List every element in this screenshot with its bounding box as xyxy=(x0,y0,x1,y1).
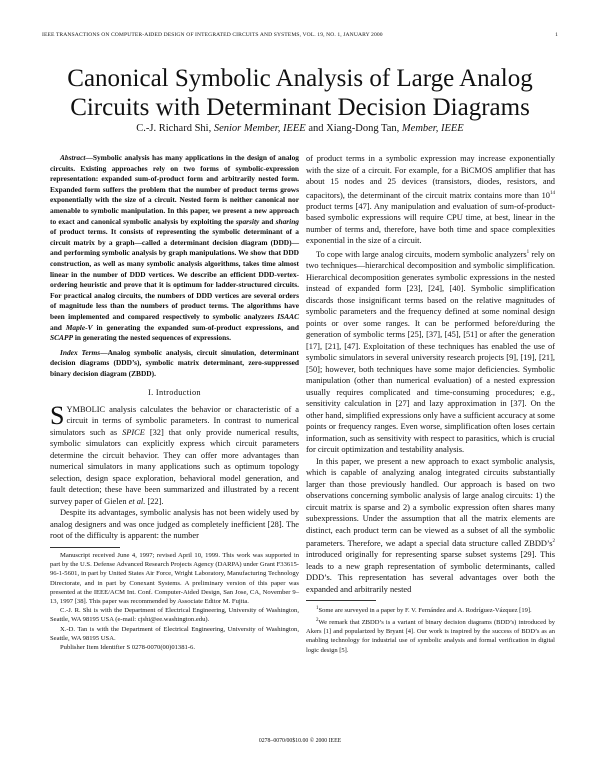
drop-cap: S xyxy=(50,400,65,430)
footnote-author-2: X.-D. Tan is with the Department of Electrical Engineering, University of Washington, Seattle, WA 98195 USA. xyxy=(50,625,299,642)
copyright-footer: 0278–0070/00$10.00 © 2000 IEEE xyxy=(258,738,342,744)
author-1: C.-J. Richard Shi, xyxy=(136,123,214,134)
footnote-2: $^2$We remark that ZBDD’s is a variant of binary decision diagrams (BDD’s) introduced by Akers [1] and popularized by Bryant [4]. Our work is inspired by the success of BDD’s as an enabling technology for industrial use of symbolic analysis and formal verification in digital logic design [5]. xyxy=(306,617,555,654)
intro-paragraph-1: SYMBOLIC analysis calculates the behavior or characteristic of a circuit in terms of symbolic parameters. In contrast to numerical simulators such as SPICE [32] that only provide numerical results, symbolic simulators can explicitly express which circuit parameters determine the circuit behavior. They can offer more advantages than numerical simulators in many applications such as optimum topology selection, design space exploration, behavioral model generation, and fault detection; these have been summarized and illustrated by a recent survey paper of Gielen et al. [22]. xyxy=(50,400,299,506)
abstract-text: Abstract—Symbolic analysis has many applications in the design of analog circuits. Existing approaches rely on two forms of symbolic-expression representation: expanded sum-of-product form and arbitrarily nested form. Expanded form suffers the problem that the number of product terms grows exponentially with the size of a circuit. Nested form is neither canonical nor amenable to symbolic manipulation. In this paper, we present a new approach to exact and canonical symbolic analysis by exploiting the sparsity and sharing of product terms. It consists of representing the symbolic determinant of a circuit matrix by a graph—called a determinant decision diagram (DDD)—and performing symbolic analysis by graph manipulations. We show that DDD construction, as well as many symbolic analysis algorithms, takes time almost linear in the number of DDD vertices. We describe an efficient DDD-vertex-ordering heuristic and prove that it is optimum for ladder-structured circuits. For practical analog circuits, the numbers of DDD vertices are several orders of magnitude less than the numbers of product terms. The algorithms have been implemented and compared respectively to symbolic analyzers ISAAC and Maple-V in generating the expanded sum-of-product expressions, and SCAPP in generating the nested sequences of expressions. xyxy=(50,153,299,343)
right-paragraph-1: of product terms in a symbolic expression may increase exponentially with the size of a circuit. For example, for a BiCMOS amplifier that has about 15 nodes and 25 devices (transistors, diodes, resistors, and capacitors), the determinant of the circuit matrix contains more than $10^{14}$ product terms [47]. Any manipulation and evaluation of sum-of-product-based symbolic expressions will require CPU time, at best, linear in the number of terms and, therefore, have both time and space complexities exponential in the size of a circuit. xyxy=(306,154,555,246)
footnotes-left xyxy=(50,551,299,652)
index-terms: Index Terms—Analog symbolic analysis, circuit simulation, determinant decision diagrams (DDD’s), symbolic matrix determinant, zero-suppressed binary decision diagram (ZBDD). xyxy=(50,347,299,378)
footnote-rule xyxy=(50,547,120,548)
right-paragraph-3: In this paper, we present a new approach to exact symbolic analysis, which is capable of analyzing analog integrated circuits substantially larger than those previously handled. Our approach is based on two observations concerning symbolic analysis of large analog circuits: 1) the circuit matrix is sparse and 2) a symbolic expression often shares many subexpressions. Under the assumption that all the matrix elements are distinct, each product term can be viewed as a subset of all the symbolic parameters. Therefore, we adapt a special data structure called $ZBDD’s^2$ introduced originally for representing sparse subset systems [29]. This leads to a new graph representation of symbolic determinants, called DDD’s. This representation has several advantages over both the expanded and arbitrarily nested xyxy=(306,456,555,594)
footnote-rule-right xyxy=(306,600,376,601)
abstract xyxy=(50,153,299,379)
footnote-manuscript: Manuscript received June 4, 1997; revised April 10, 1999. This work was supported in part by the U.S. Defense Advanced Research Projects Agency (DARPA) under Grant F33615-96-1-5601, in part by United States Air Force, Wright Laboratory, Manufacturing Technology Directorate, and in part by Conexant Systems. A preliminary version of this paper was presented at the IEEE/ACM Int. Conf. Computer-Aided Design, San Jose, CA, November 9–13, 1997 [38]. This paper was recommended by Associate Editor M. Fujita. xyxy=(50,551,299,605)
paper-title xyxy=(40,64,560,122)
left-column xyxy=(50,153,299,652)
title-line-2: Circuits with Determinant Decision Diagrams xyxy=(70,94,530,121)
section-heading: I. Introduction xyxy=(148,388,201,398)
abstract-label: Abstract xyxy=(60,153,86,162)
intro-paragraph-2: Despite its advantages, symbolic analysis has not been widely used by analog designers and was once judged as completely inefficient [28]. The root of the difficulty is apparent: the number xyxy=(50,508,299,541)
journal-header: IEEE TRANSACTIONS ON COMPUTER-AIDED DESIGN OF INTEGRATED CIRCUITS AND SYSTEMS, VOL. 19, NO. 1, JANUARY 2000 xyxy=(42,32,383,38)
author-line xyxy=(40,123,560,134)
footnote-publisher-id: Publisher Item Identifier S 0278-0070(00)01381-6. xyxy=(60,644,195,651)
author-2-role: Member, IEEE xyxy=(401,123,464,134)
footnotes-right xyxy=(306,604,555,654)
footnote-author-1: C.-J. R. Shi is with the Department of Electrical Engineering, University of Washington, Seattle, WA 98195 USA (e-mail: cjshi@ee.washington.edu). xyxy=(50,607,299,624)
title-line-1: Canonical Symbolic Analysis of Large Analog xyxy=(67,65,533,92)
footnote-1: $^1$Some are surveyed in a paper by F. V. Fernández and A. Rodríguez-Vázquez [19]. xyxy=(316,606,532,615)
index-terms-label: Index Terms xyxy=(60,347,101,357)
page-number: 1 xyxy=(555,32,558,38)
right-paragraph-2: To cope with large analog circuits, modern symbolic analyzers$^1$ rely on two techniques—hierarchical decomposition and symbolic simplification. Hierarchical decomposition generates symbolic expressions in the nested instead of expanded form [23], [24], [40]. Symbolic simplification discards those insignificant terms based on the relative magnitudes of symbolic parameters and the frequency defined at some nominal design points or over some ranges. It can be performed before/during the generation of symbolic terms [25], [37], [45], [51] or after the generation [17], [21], [47]. Exploitation of these techniques has enabled the use of symbolic simulators in several university research projects [9], [19], [21], [50]; however, both techniques have some major deficiencies. Symbolic manipulation (other than numerical evaluation) of a nested expression usually requires complicated and time-consuming procedures; e.g., sensitivity calculation in [27] and lazy approximation in [37]. On the other hand, simplified expressions only have a sufficient accuracy at some points or frequency ranges. Even worse, simplification often loses certain information, such as sensitivity with respect to parasitics, which is crucial for circuit optimization and testability analysis. xyxy=(306,249,555,455)
right-column xyxy=(306,153,555,655)
author-2: and Xiang-Dong Tan, xyxy=(305,123,402,134)
author-1-role: Senior Member, IEEE xyxy=(213,123,306,134)
running-header xyxy=(42,32,558,38)
